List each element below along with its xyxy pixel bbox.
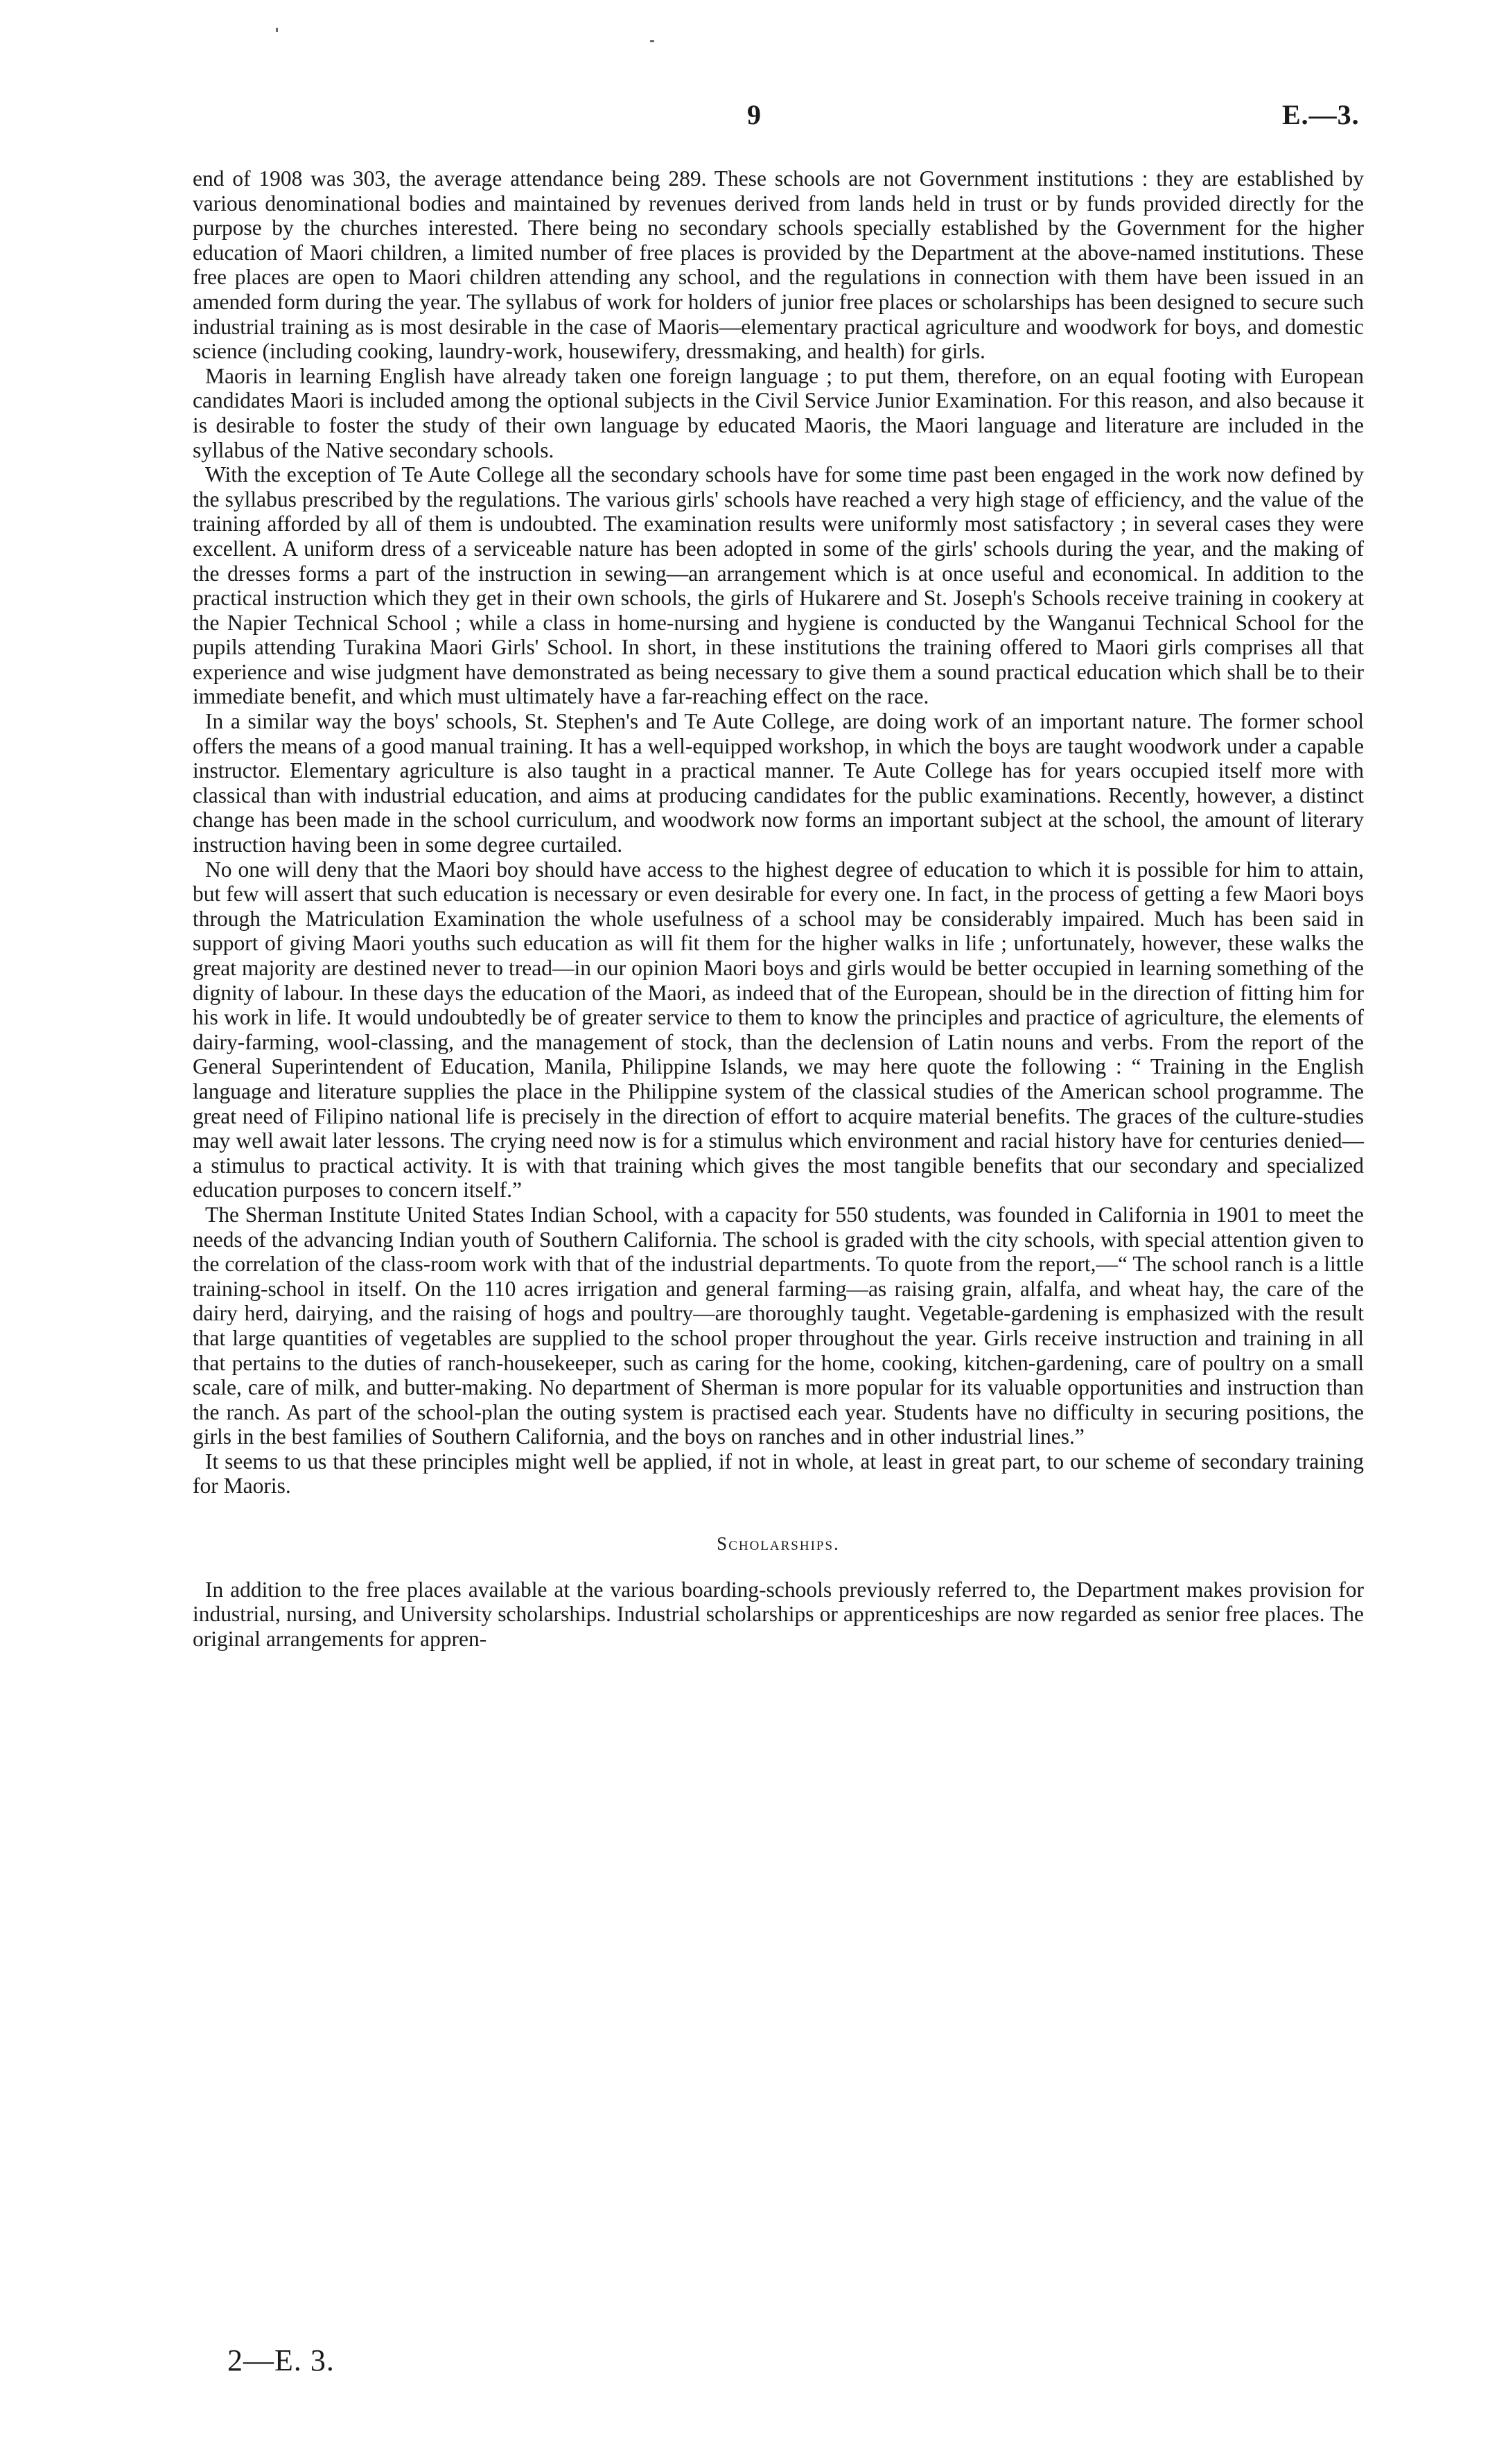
scan-speck xyxy=(276,28,278,32)
printer-signature-mark: 2—E. 3. xyxy=(227,2343,335,2377)
paragraph-free-places: end of 1908 was 303, the average attendance being 289. These schools are not Government institutions : they are established by various denominational bodies and maintained by revenues derived from lands held in trust or by funds provided directly for the purpose by the churches interested. There being no secondary schools specially established by the Government for the higher education of Maori children, a limited number of free places is provided by the Department at the above-named institutions. These free places are open to Maori children attending any school, and the regulations in connection with them have been issued in an amended form during the year. The syllabus of work for holders of junior free places or scholarships has been designed to secure such industrial training as is most desirable in the case of Maoris—elementary practical agriculture and woodwork for boys, and domestic science (including cooking, laundry-work, housewifery, dressmaking, and health) for girls. xyxy=(193,166,1364,364)
page-number: 9 xyxy=(747,99,761,130)
paragraph-maori-language: Maoris in learning English have already taken one foreign language ; to put them, therefore, on an equal footing with European candidates Maori is included among the optional subjects in the Civil Service Junior Examination. For this reason, and also because it is desirable to foster the study of their own language by educated Maoris, the Maori language and literature are included in the syllabus of the Native secondary schools. xyxy=(193,363,1364,462)
paragraph-conclusion: It seems to us that these principles might well be applied, if not in whole, at least in great part, to our scheme of secondary training for Maoris. xyxy=(193,1449,1364,1499)
paragraph-sherman-institute: The Sherman Institute United States Indian School, with a capacity for 550 students, was founded in California in 1901 to meet the needs of the advancing Indian youth of Southern California. The school is graded with the city schools, with special attention given to the correlation of the class-room work with that of the industrial departments. To quote from the report,—“ The school ranch is a little training-school in itself. On the 110 acres irrigation and general farming—as raising grain, alfalfa, and wheat hay, the care of the dairy herd, dairying, and the raising of hogs and poultry—are thoroughly taught. Vegetable-gardening is emphasized with the result that large quantities of vegetables are supplied to the school proper throughout the year. Girls receive instruction and training in all that pertains to the duties of ranch-housekeeper, such as caring for the home, cooking, kitchen-gardening, care of poultry on a small scale, care of milk, and butter-making. No department of Sherman is more popular for its valuable opportunities and instruction than the ranch. As part of the school-plan the outing system is practised each year. Students have no difficulty in securing positions, the girls in the best families of Southern California, and the boys on ranches and in other industrial lines.” xyxy=(193,1202,1364,1449)
report-body xyxy=(193,166,1364,1651)
document-reference: E.—3. xyxy=(1282,99,1360,130)
scan-speck xyxy=(650,40,654,42)
paragraph-girls-schools: With the exception of Te Aute College all the secondary schools have for some time past been engaged in the work now defined by the syllabus prescribed by the regulations. The various girls' schools have reached a very high stage of efficiency, and the value of the training afforded by all of them is undoubted. The examination results were uniformly most satisfactory ; in several cases they were excellent. A uniform dress of a serviceable nature has been adopted in some of the girls' schools during the year, and the making of the dresses forms a part of the instruction in sewing—an arrangement which is at once useful and economical. In addition to the practical instruction which they get in their own schools, the girls of Hukarere and St. Joseph's Schools receive training in cookery at the Napier Technical School ; while a class in home-nursing and hygiene is conducted by the Wanganui Technical School for the pupils attending Turakina Maori Girls' School. In short, in these institutions the training offered to Maori girls comprises all that experience and wise judgment have demonstrated as being necessary to give them a sound practical education which shall be to their immediate benefit, and which must ultimately have a far-reaching effect on the race. xyxy=(193,462,1364,709)
page-header xyxy=(0,98,1490,140)
paragraph-boys-schools: In a similar way the boys' schools, St. Stephen's and Te Aute College, are doing work of an important nature. The former school offers the means of a good manual training. It has a well-equipped workshop, in which the boys are taught woodwork under a capable instructor. Elementary agriculture is also taught in a practical manner. Te Aute College has for years occupied itself more with classical than with industrial education, and aims at producing candidates for the public examinations. Recently, however, a distinct change has been made in the school curriculum, and woodwork now forms an important subject at the school, the amount of literary instruction having been in some degree curtailed. xyxy=(193,709,1364,857)
section-heading-scholarships: Scholarships. xyxy=(717,1533,840,1555)
paragraph-scholarships: In addition to the free places available at the various boarding-schools previously referred to, the Department makes provision for industrial, nursing, and University scholarships. Industrial scholarships or apprenticeships are now regarded as senior free places. The original arrangements for appren- xyxy=(193,1577,1364,1651)
paragraph-higher-education: No one will deny that the Maori boy should have access to the highest degree of education to which it is possible for him to attain, but few will assert that such education is necessary or even desirable for every one. In fact, in the process of getting a few Maori boys through the Matriculation Examination the whole usefulness of a school may be considerably impaired. Much has been said in support of giving Maori youths such education as will fit them for the higher walks in life ; unfortunately, however, these walks the great majority are destined never to tread—in our opinion Maori boys and girls would be better occupied in learning something of the dignity of labour. In these days the education of the Maori, as indeed that of the European, should be in the direction of fitting him for his work in life. It would undoubtedly be of greater service to them to know the principles and practice of agriculture, the elements of dairy-farming, wool-classing, and the management of stock, than the declension of Latin nouns and verbs. From the report of the General Superintendent of Education, Manila, Philippine Islands, we may here quote the following : “ Training in the English language and literature supplies the place in the Philippine system of the classical studies of the American school programme. The great need of Filipino national life is precisely in the direction of effort to acquire material benefits. The graces of the culture-studies may well await later lessons. The crying need now is for a stimulus which environment and racial history have for centuries denied—a stimulus to practical activity. It is with that training which gives the most tangible benefits that our secondary and specialized education purposes to concern itself.” xyxy=(193,857,1364,1203)
